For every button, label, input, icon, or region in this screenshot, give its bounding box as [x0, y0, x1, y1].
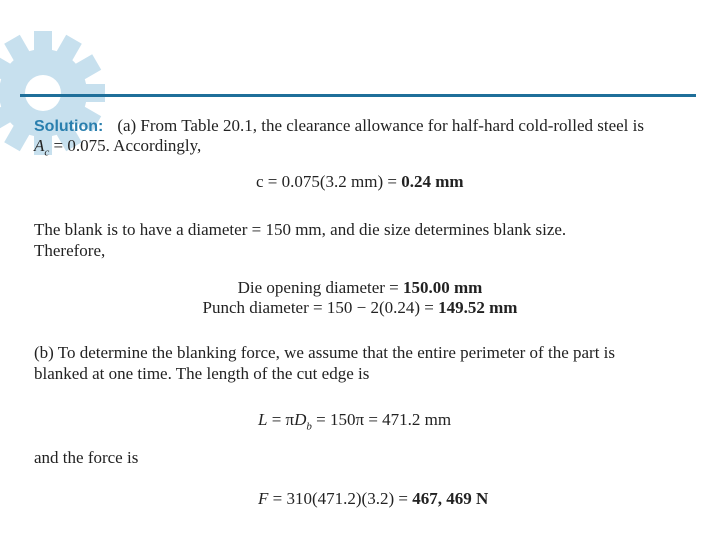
part-a-text-1: (a) From Table 20.1, the clearance allowance for half-hard cold-rolled steel is: [117, 116, 644, 135]
equation-length: [258, 409, 451, 437]
part-a-text-2: = 0.075. Accordingly,: [49, 136, 202, 155]
equation-die: [0, 277, 720, 298]
force-intro: and the force is: [34, 448, 139, 467]
para-blank-line-1: The blank is to have a diameter = 150 mm, and die size determines blank size.: [34, 220, 567, 239]
eq-length-d-sub: b: [306, 420, 312, 433]
eq-die-label: Die opening diameter =: [237, 278, 404, 297]
para-blank-line-2: Therefore,: [34, 241, 106, 260]
eq-force-result: 467, 469 N: [412, 489, 489, 508]
eq-force-rest: = 310(471.2)(3.2) =: [268, 489, 413, 508]
var-ac-sub: c: [44, 146, 50, 159]
eq-die-value: 150.00 mm: [403, 278, 483, 297]
eq-length-rest: = 150π = 471.2 mm: [311, 410, 452, 429]
part-b-line-2: blanked at one time. The length of the cut edge is: [34, 364, 370, 383]
part-b-line-1: (b) To determine the blanking force, we assume that the entire perimeter of the part is: [34, 343, 616, 362]
solution-line-2: [34, 135, 201, 163]
eq-length-d: D: [294, 410, 307, 429]
eq-length-var: L: [258, 410, 268, 429]
equation-force: [258, 488, 488, 509]
eq-clearance-lhs: c = 0.075(3.2 mm) =: [256, 172, 402, 191]
var-ac: A: [34, 136, 45, 155]
eq-force-var: F: [258, 489, 269, 508]
solution-label: Solution:: [34, 118, 104, 135]
equation-clearance: [256, 171, 464, 192]
eq-length-mid: = π: [267, 410, 295, 429]
equation-punch: [0, 297, 720, 318]
eq-punch-label: Punch diameter = 150 − 2(0.24) =: [202, 298, 439, 317]
header-rule: [20, 94, 696, 97]
eq-punch-value: 149.52 mm: [438, 298, 518, 317]
solution-line-1: [34, 115, 644, 137]
eq-clearance-result: 0.24 mm: [401, 172, 464, 191]
